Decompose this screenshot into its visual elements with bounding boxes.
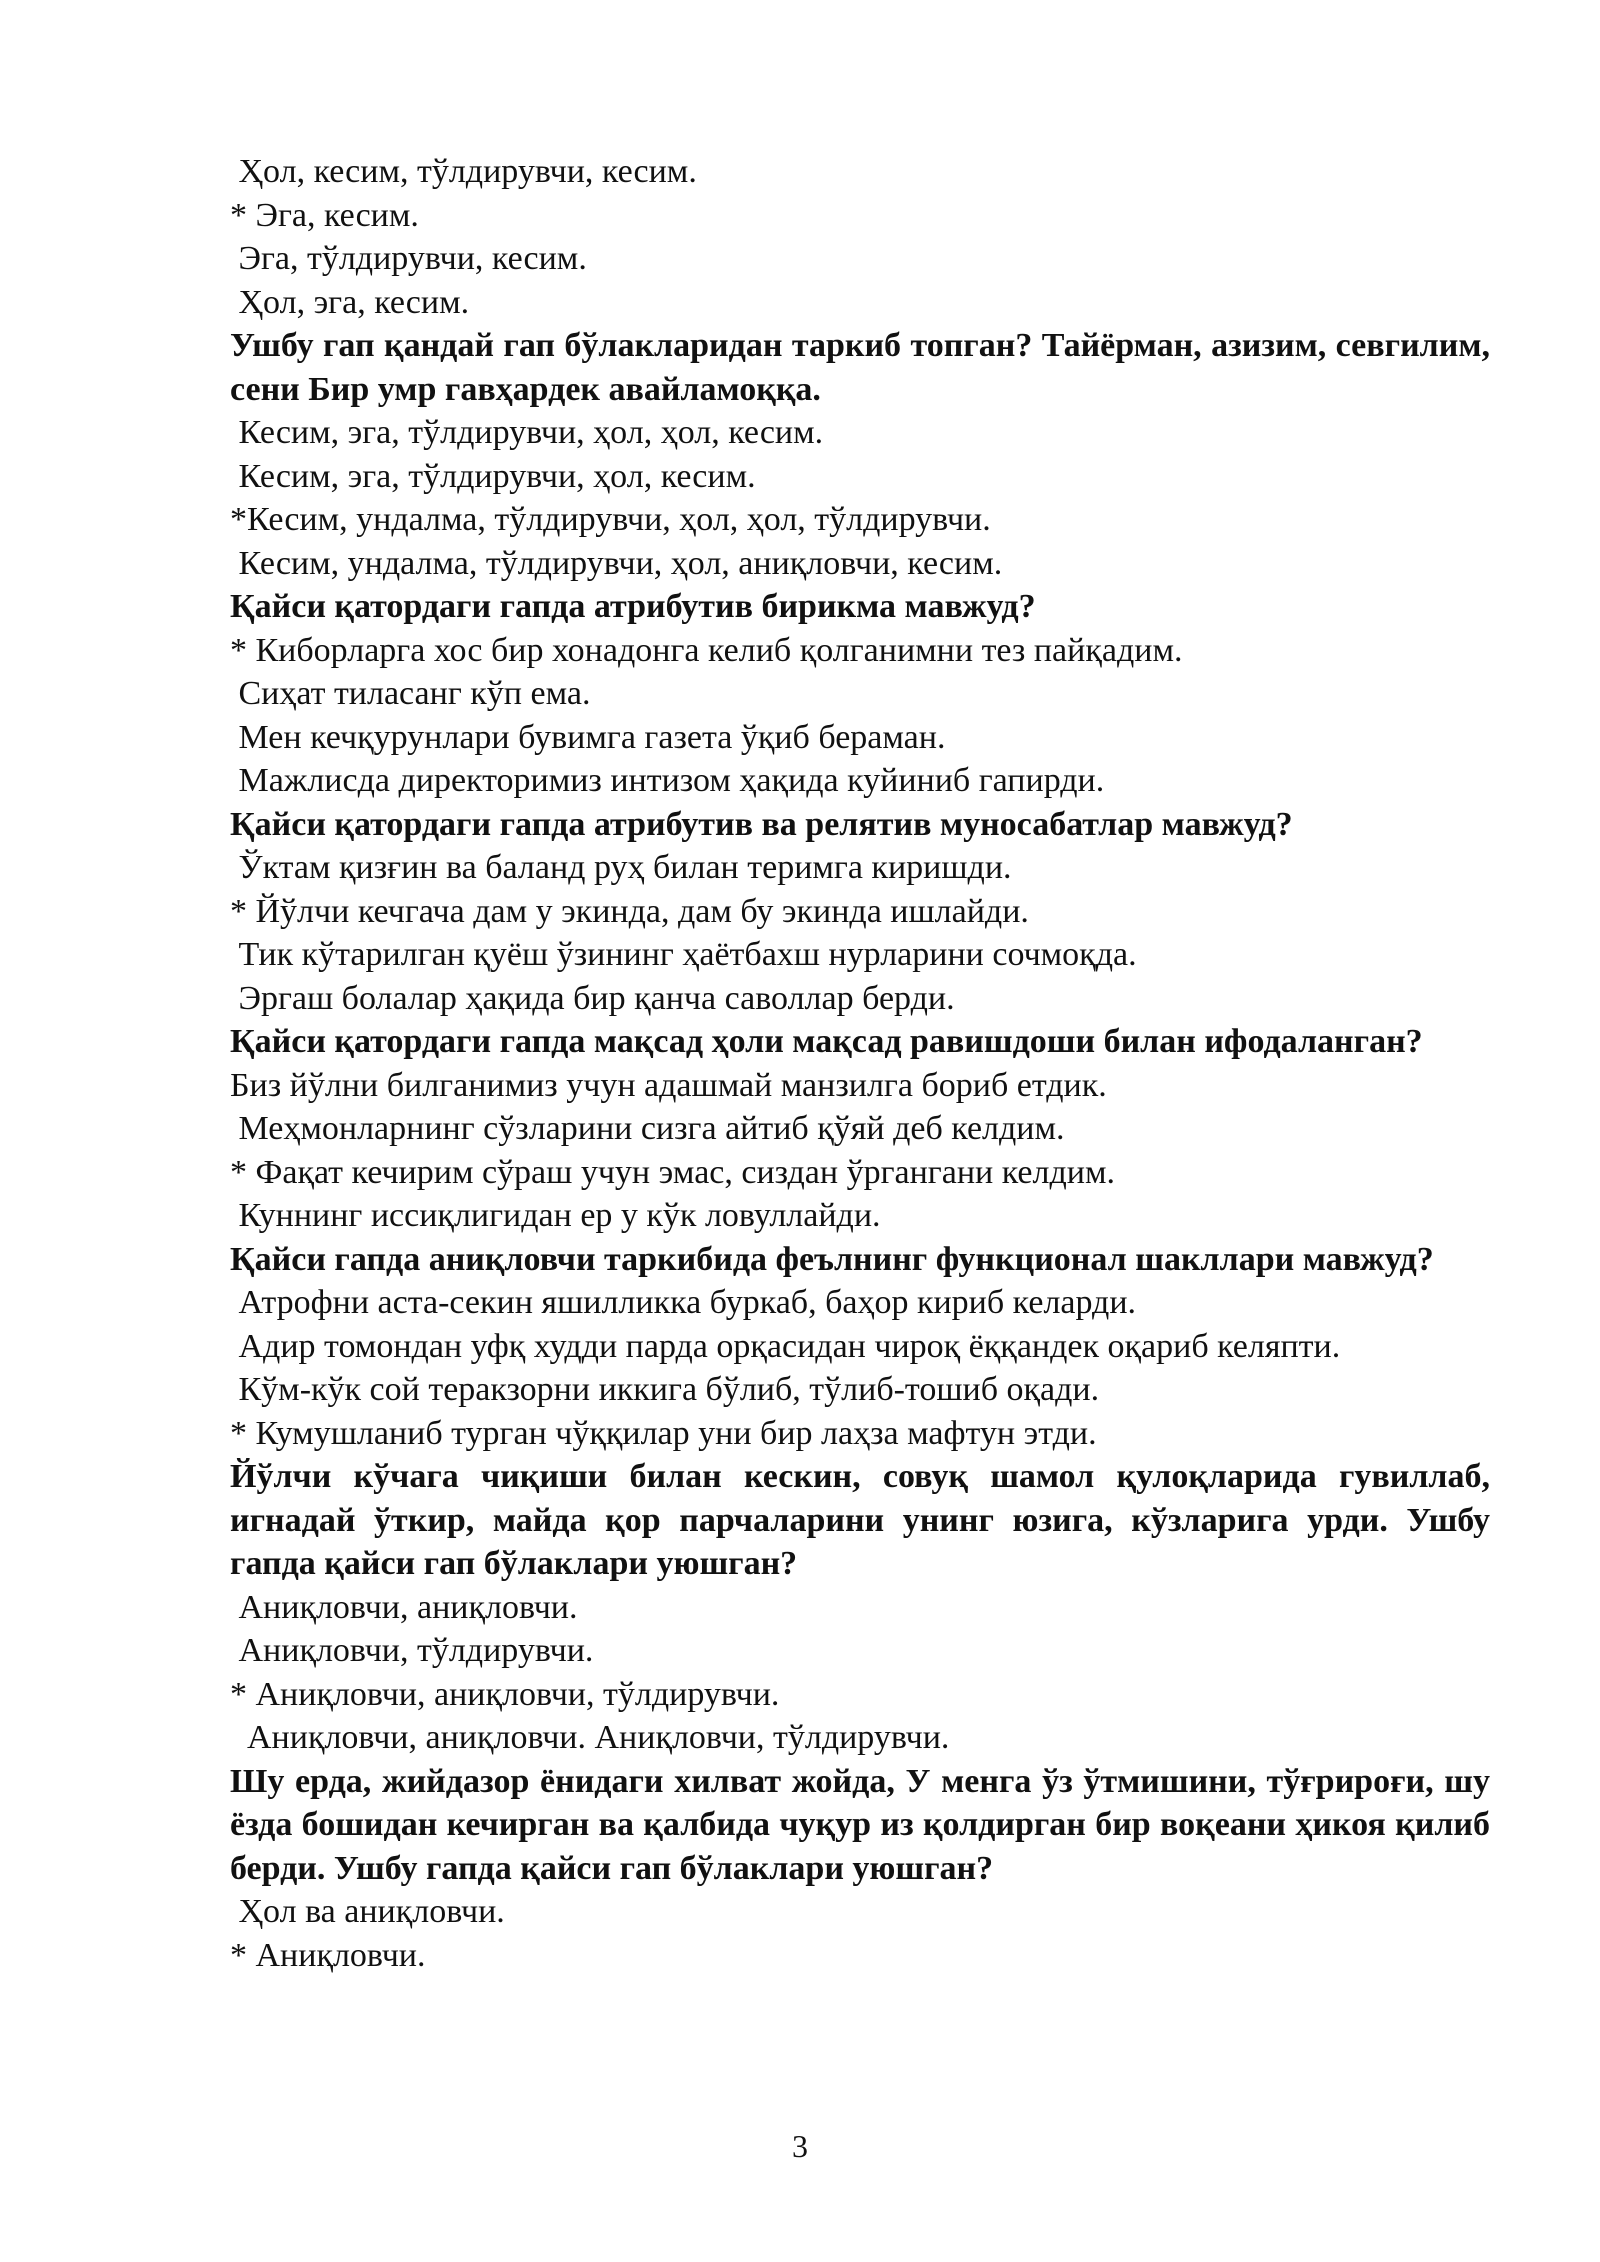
answer-option: Меҳмонларнинг сўзларини сизга айтиб қўяй деб келдим. xyxy=(230,1110,1065,1147)
answer-option: Аниқловчи, аниқловчи. xyxy=(230,1588,578,1626)
answer-option: Тик кўтарилган қуёш ўзининг ҳаётбахш нурларини сочмоқда. xyxy=(230,936,1137,973)
answer-option: Эргаш болалар ҳақида бир қанча саволлар берди. xyxy=(230,979,955,1017)
question-text: Қайси қатордаги гапда мақсад ҳоли мақсад равишдоши билан ифодаланган? xyxy=(230,1023,1423,1060)
answer-option: Кесим, ундалма, тўлдирувчи, ҳол, аниқловчи, кесим. xyxy=(230,544,1003,582)
answer-option: Адир томондан уфқ худди парда орқасидан чироқ ёққандек оқариб келяпти. xyxy=(230,1327,1341,1365)
answer-option: * Аниқловчи, аниқловчи, тўлдирувчи. xyxy=(230,1675,780,1713)
answer-option: Ҳол, эга, кесим. xyxy=(230,283,470,321)
answer-option: Кўм-кўк сой теракзорни иккига бўлиб, тўлиб-тошиб оқади. xyxy=(230,1371,1100,1408)
answer-option: Сиҳат тиласанг кўп ема. xyxy=(230,675,591,712)
question-text: Қайси гапда аниқловчи таркибида феълнинг функционал шакллари мавжуд? xyxy=(230,1240,1434,1278)
answer-option: * Йўлчи кечгача дам у экинда, дам бу экинда ишлайди. xyxy=(230,892,1029,930)
question-text: Ушбу гап қандай гап бўлакларидан таркиб топган? Тайёрман, азизим, севгилим, сени Бир умр гавҳардек авайламоққа. xyxy=(230,327,1490,408)
answer-option: Биз йўлни билганимиз учун адашмай манзилга бориб етдик. xyxy=(230,1066,1107,1104)
answer-option: Куннинг иссиқлигидан ер у кўк ловуллайди. xyxy=(230,1197,881,1234)
question-text: Шу ерда, жийдазор ёнидаги хилват жойда, У менга ўз ўтмишини, тўғрироғи, шу ёзда бошидан кечирган ва қалбида чуқур из қолдирган бир воқеани ҳикоя қилиб берди. Ушбу гапда қайси гап бўлаклари уюшган? xyxy=(230,1762,1490,1887)
answer-option: Кесим, эга, тўлдирувчи, ҳол, ҳол, кесим. xyxy=(230,414,824,451)
answer-option: * Фақат кечирим сўраш учун эмас, сиздан ўргангани келдим. xyxy=(230,1153,1115,1191)
answer-option: Эга, тўлдирувчи, кесим. xyxy=(230,240,587,277)
answer-option: * Аниқловчи. xyxy=(230,1936,426,1974)
document-body xyxy=(230,150,1490,1977)
answer-option: Аниқловчи, тўлдирувчи. xyxy=(230,1632,594,1669)
question-text: Йўлчи кўчага чиқиши билан кескин, совуқ шамол қулоқларида гувиллаб, игнадай ўткир, майда қор парчаларини унинг юзига, кўзларига урди. Ушбу гапда қайси гап бўлаклари уюшган? xyxy=(230,1458,1490,1582)
answer-option: * Киборларга хос бир хонадонга келиб қолганимни тез пайқадим. xyxy=(230,631,1183,669)
question-text: Қайси қатордаги гапда атрибутив бирикма мавжуд? xyxy=(230,588,1036,625)
answer-option: * Кумушланиб турган чўққилар уни бир лаҳза мафтун этди. xyxy=(230,1414,1097,1452)
answer-option: Мен кечқурунлари бувимга газета ўқиб бераман. xyxy=(230,718,946,756)
answer-option: *Кесим, ундалма, тўлдирувчи, ҳол, ҳол, тўлдирувчи. xyxy=(230,501,991,538)
answer-option: Ўктам қизғин ва баланд руҳ билан теримга киришди. xyxy=(230,849,1012,886)
answer-option: Атрофни аста-секин яшилликка буркаб, баҳор кириб келарди. xyxy=(230,1284,1137,1321)
answer-option: Мажлисда директоримиз интизом ҳақида куйиниб гапирди. xyxy=(230,762,1105,799)
answer-option: * Эга, кесим. xyxy=(230,196,419,234)
answer-option: Ҳол, кесим, тўлдирувчи, кесим. xyxy=(230,153,697,190)
answer-option: Кесим, эга, тўлдирувчи, ҳол, кесим. xyxy=(230,457,756,495)
page-number: 3 xyxy=(792,2128,808,2164)
answer-option: Аниқловчи, аниқловчи. Аниқловчи, тўлдирувчи. xyxy=(230,1719,950,1756)
question-text: Қайси қатордаги гапда атрибутив ва релятив муносабатлар мавжуд? xyxy=(230,805,1293,843)
answer-option: Ҳол ва аниқловчи. xyxy=(230,1893,505,1930)
